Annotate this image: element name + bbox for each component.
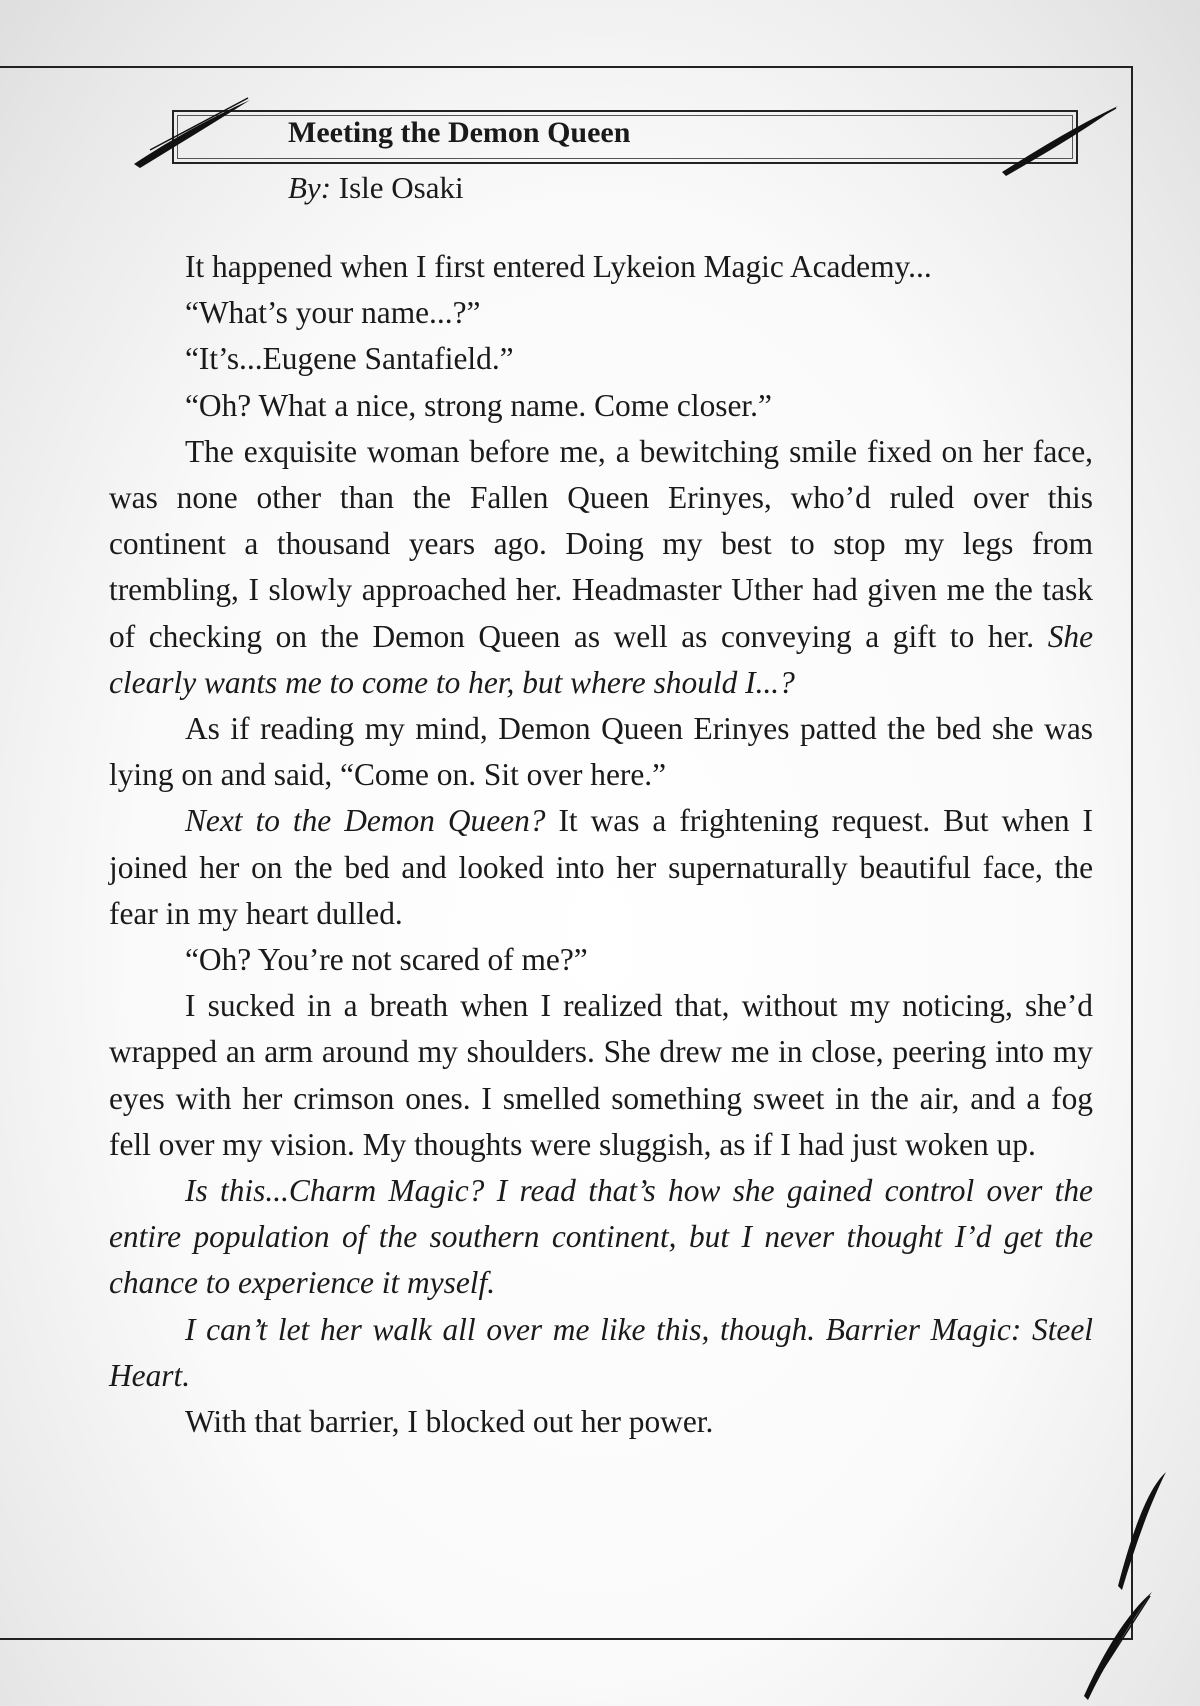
inner-thought: She clearly wants me to come to her, but where should I...? — [109, 618, 1094, 700]
paragraph — [109, 1307, 1093, 1399]
inner-thought: Is this...Charm Magic? I read that’s how she gained control over the entire population of the southern continent, but I never thought I’d get the chance to experience it myself. — [109, 1173, 1093, 1301]
by-label: By: — [288, 170, 332, 205]
author-name: Isle Osaki — [338, 170, 464, 205]
paragraph — [109, 798, 1093, 937]
paragraph-text: It was a frightening request. But when I joined her on the bed and looked into her supernaturally beautiful face, the fear in my heart dulled. — [109, 803, 1093, 931]
paragraph: “What’s your name...?” — [185, 295, 481, 331]
inner-thought: I can’t let her walk all over me like this, though. Barrier Magic: Steel Heart. — [109, 1311, 1093, 1393]
paragraph: “Oh? You’re not scared of me?” — [185, 942, 588, 978]
story-text — [109, 244, 1093, 1445]
byline — [288, 170, 464, 206]
paragraph-text: The exquisite woman before me, a bewitching smile fixed on her face, was none other than the Fallen Queen Erinyes, who’d ruled over this continent a thousand years ago. Doing my best to stop my legs from trembling, I slowly approached her. Headmaster Uther had given me the task of checking on the Demon Queen as well as conveying a gift to her. — [109, 433, 1093, 654]
paragraph: “Oh? What a nice, strong name. Come closer.” — [185, 387, 772, 423]
paragraph: It happened when I first entered Lykeion Magic Academy... — [185, 249, 932, 284]
paragraph: “It’s...Eugene Santafield.” — [185, 341, 514, 377]
paragraph: With that barrier, I blocked out her power. — [185, 1404, 714, 1440]
paragraph: I sucked in a breath when I realized that, without my noticing, she’d wrapped an arm around my shoulders. She drew me in close, peering into my eyes with her crimson ones. I smelled something sweet in the air, and a fog fell over my vision. My thoughts were sluggish, as if I had just woken up. — [109, 988, 1093, 1162]
paragraph — [109, 1168, 1093, 1307]
paragraph: As if reading my mind, Demon Queen Erinyes patted the bed she was lying on and said, “Come on. Sit over here.” — [109, 711, 1093, 793]
inner-thought: Next to the Demon Queen? — [185, 803, 546, 839]
paragraph — [109, 429, 1093, 706]
chapter-title: Meeting the Demon Queen — [288, 116, 631, 149]
